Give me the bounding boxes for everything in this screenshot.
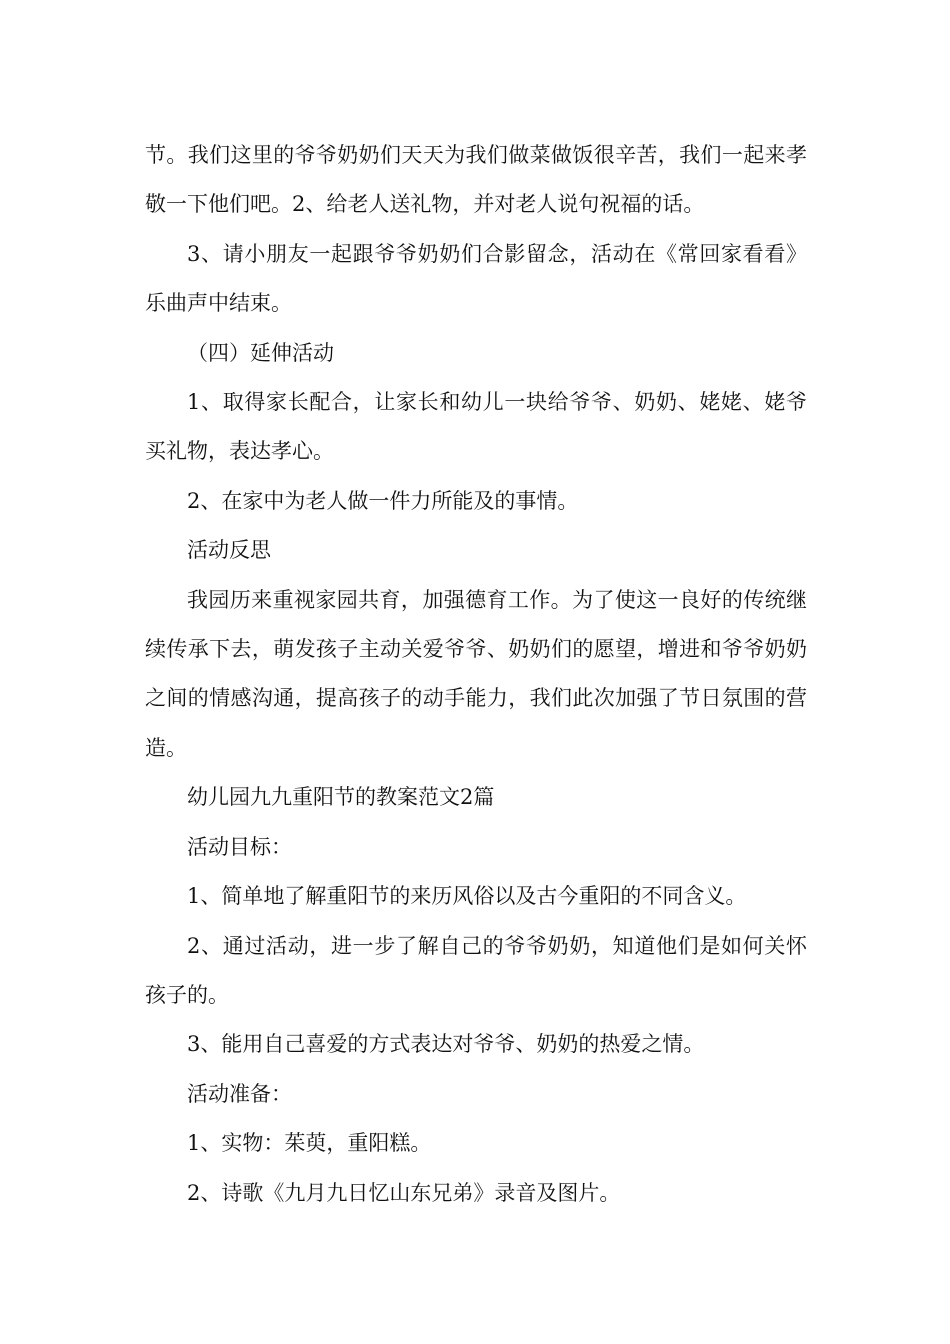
document-body: [145, 131, 807, 1218]
paragraph-photo-activity: 3、请小朋友一起跟爷爷奶奶们合影留念，活动在《常回家看看》乐曲声中结束。: [145, 241, 807, 316]
preparation-item-2: 2、诗歌《九月九日忆山东兄弟》录音及图片。: [187, 1180, 621, 1205]
paragraph-continuation: 节。我们这里的爷爷奶奶们天天为我们做菜做饭很辛苦，我们一起来孝敬一下他们吧。2、给老人送礼物，并对老人说句祝福的话。: [145, 143, 807, 217]
goal-item-1: 1、简单地了解重阳节的来历风俗以及古今重阳的不同含义。: [187, 884, 747, 909]
section-heading-extension: （四）延伸活动: [187, 340, 334, 365]
section-heading-reflection: 活动反思: [187, 538, 271, 563]
lesson-plan-title: 幼儿园九九重阳节的教案范文2篇: [187, 785, 495, 810]
paragraph-home-task: 2、在家中为老人做一件力所能及的事情。: [187, 488, 579, 513]
goal-item-3: 3、能用自己喜爱的方式表达对爷爷、奶奶的热爱之情。: [187, 1032, 705, 1057]
paragraph-parent-cooperation: 1、取得家长配合，让家长和幼儿一块给爷爷、奶奶、姥姥、姥爷买礼物，表达孝心。: [145, 390, 807, 464]
paragraph-reflection: 我园历来重视家园共育，加强德育工作。为了使这一良好的传统继续传承下去，萌发孩子主动关爱爷爷、奶奶们的愿望，增进和爷爷奶奶之间的情感沟通，提高孩子的动手能力，我们此次加强了节日氛围的营造。: [145, 587, 807, 760]
section-heading-preparation: 活动准备：: [187, 1081, 292, 1106]
section-heading-goals: 活动目标：: [187, 834, 292, 859]
preparation-item-1: 1、实物：茱萸，重阳糕。: [187, 1131, 432, 1156]
goal-item-2: 2、通过活动，进一步了解自己的爷爷奶奶，知道他们是如何关怀孩子的。: [145, 933, 807, 1007]
